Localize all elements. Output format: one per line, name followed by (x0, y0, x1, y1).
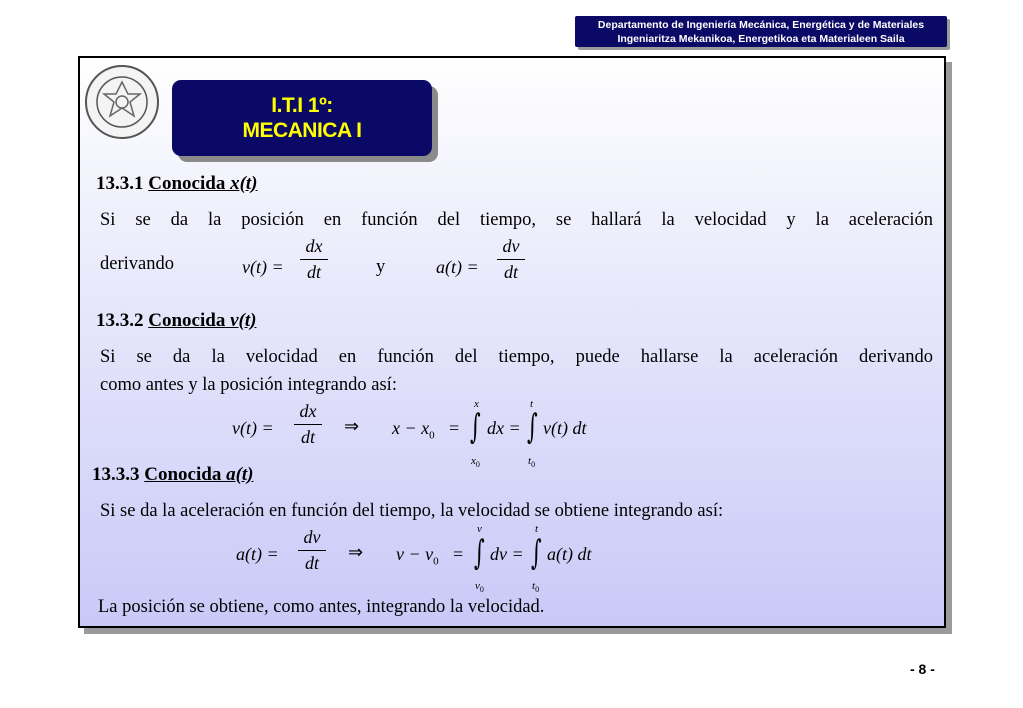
department-line-1: Departamento de Ingeniería Mecánica, Energética y de Materiales (597, 19, 925, 31)
integral-sign: ∫ (531, 533, 542, 573)
section-variable: x(t) (230, 173, 258, 194)
university-seal (84, 64, 160, 140)
course-title-line-2: MECANICA I (242, 119, 362, 142)
course-title (172, 80, 432, 156)
numerator: dv (303, 527, 321, 547)
fraction-dx-dt-2 (294, 401, 322, 448)
section-number: 13.3.1 (96, 173, 144, 194)
integrand-a-dt: a(t) dt (547, 544, 592, 564)
integrand-dx: dx = (487, 418, 521, 438)
numerator: dv (502, 236, 520, 256)
paragraph-1-line-2: derivando (100, 254, 174, 274)
section-heading-1 (96, 173, 258, 195)
section-title: Conocida (148, 173, 226, 194)
page-number: - 8 - (910, 661, 935, 677)
implies-arrow: ⇒ (348, 542, 364, 562)
integral-sign: ∫ (470, 407, 481, 447)
position-difference: $x - x_0$ (392, 418, 435, 442)
upper-limit-t: t (530, 398, 534, 410)
paragraph-1-line-1: Si se da la posición en función del tiempo, se hallará la velocidad y la aceleración (100, 210, 933, 230)
equation-velocity-lhs: v(t) = (242, 257, 284, 277)
fraction-dx-dt (300, 236, 328, 283)
velocity-difference: $v - v_0$ (396, 544, 439, 568)
fraction-dv-dt (497, 236, 525, 283)
lower-limit-x0: $x_0$ (471, 455, 480, 470)
paragraph-2-line-1: Si se da la velocidad en función del tiempo, puede hallarse la aceleración derivando (100, 347, 933, 367)
department-line-2: Ingeniaritza Mekanikoa, Energetikoa eta Materialeen Saila (617, 33, 905, 45)
denominator: dt (304, 553, 319, 573)
numerator: dx (305, 236, 323, 256)
paragraph-2-line-2: como antes y la posición integrando así: (100, 375, 397, 395)
equation-acceleration-lhs-2: a(t) = (236, 544, 279, 564)
section-title: Conocida (148, 310, 226, 331)
implies-arrow: ⇒ (344, 416, 360, 436)
section-variable: v(t) (230, 310, 257, 331)
section-heading-2 (96, 310, 256, 332)
upper-limit-x: x (474, 398, 479, 410)
integral-sign: ∫ (474, 533, 485, 573)
equation-acceleration-lhs: a(t) = (436, 257, 479, 277)
section-variable: a(t) (226, 464, 254, 485)
department-banner (575, 16, 947, 47)
lower-limit-v0: $v_0$ (475, 580, 484, 595)
lower-limit-t0: $t_0$ (532, 580, 540, 595)
course-title-line-1: I.T.I 1º: (271, 94, 333, 117)
numerator: dx (299, 401, 317, 421)
section-title: Conocida (144, 464, 222, 485)
integrand-dv: dv = (490, 544, 524, 564)
denominator: dt (306, 262, 321, 282)
lower-limit-t0: $t_0$ (528, 455, 536, 470)
closing-sentence: La posición se obtiene, como antes, integrando la velocidad. (98, 597, 545, 617)
upper-limit-t: t (535, 523, 539, 535)
integrand-v-dt: v(t) dt (543, 418, 587, 438)
equals-sign: = (449, 418, 460, 438)
integral-sign: ∫ (527, 407, 538, 447)
denominator: dt (503, 262, 518, 282)
fraction-dv-dt-2 (298, 527, 326, 574)
section-number: 13.3.2 (96, 310, 144, 331)
paragraph-3-line-1: Si se da la aceleración en función del tiempo, la velocidad se obtiene integrando así: (100, 501, 724, 521)
section-heading-3 (92, 464, 254, 486)
section-number: 13.3.3 (92, 464, 140, 485)
equation-velocity-lhs-2: v(t) = (232, 418, 274, 438)
connector-y: y (376, 257, 386, 277)
equals-sign: = (453, 544, 464, 564)
upper-limit-v: v (477, 523, 482, 535)
denominator: dt (300, 427, 315, 447)
